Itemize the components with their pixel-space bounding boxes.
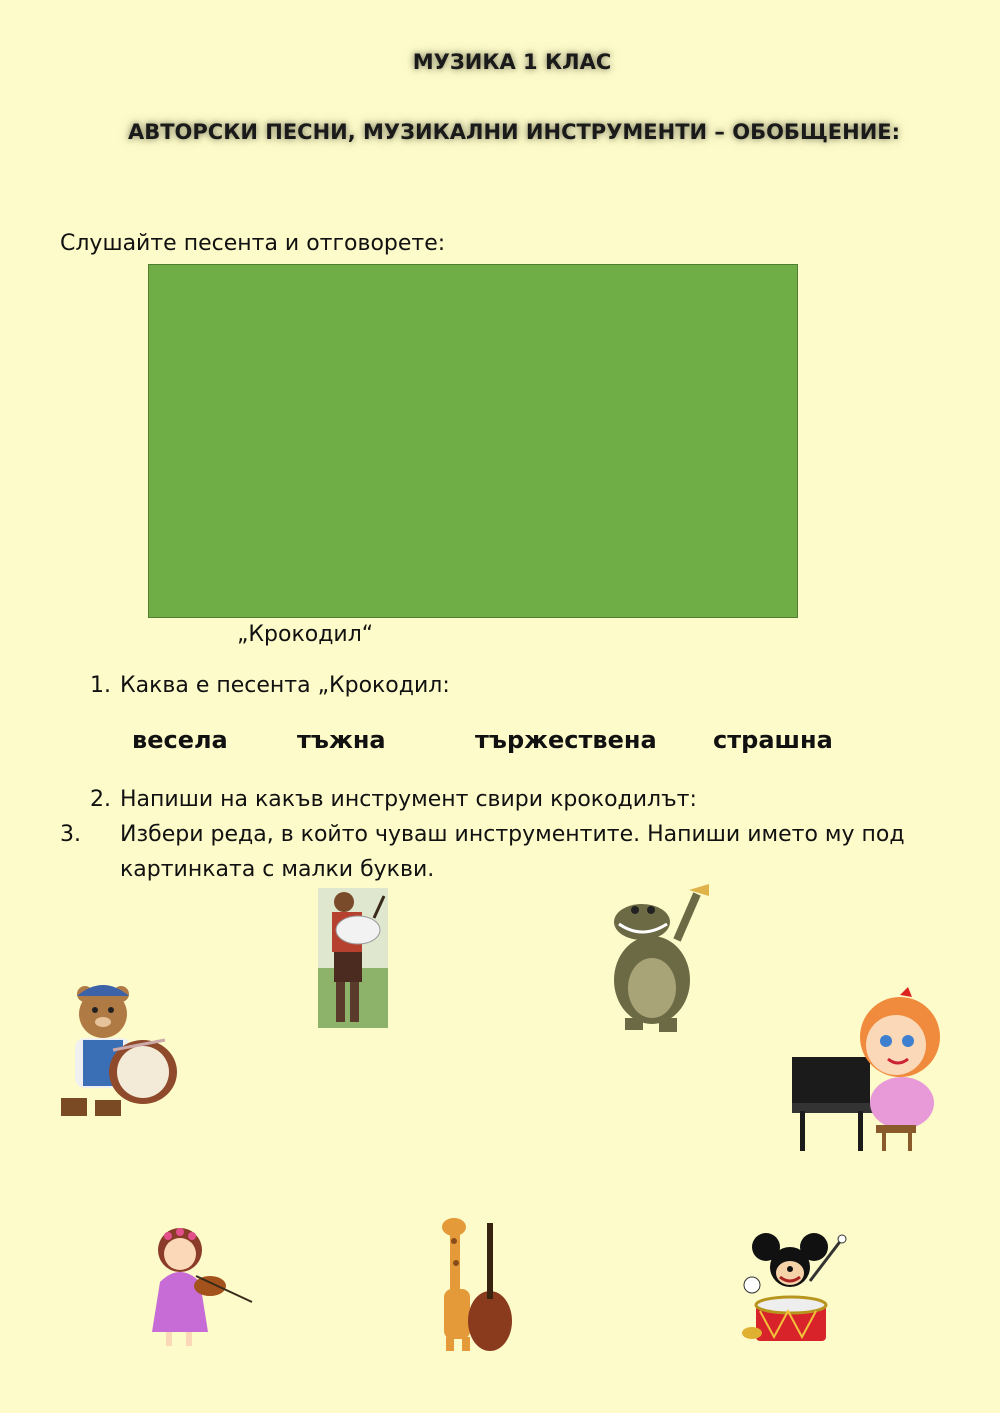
option-strashna[interactable]: страшна: [713, 726, 833, 754]
question-text: Напиши на какъв инструмент свири крокодилът:: [120, 787, 697, 812]
question-number: 3.: [60, 822, 81, 847]
option-tazhna[interactable]: тъжна: [297, 726, 386, 754]
bear-drum-icon[interactable]: [55, 980, 185, 1130]
question-3: [60, 817, 940, 887]
giraffe-double-bass-icon[interactable]: [432, 1215, 522, 1355]
crocodile-trumpet-icon[interactable]: [597, 880, 717, 1040]
girl-violin-icon[interactable]: [140, 1222, 260, 1352]
page-title: МУЗИКА 1 КЛАС: [412, 50, 612, 74]
question-1: [90, 668, 450, 703]
question-text: Избери реда, в който чуваш инструментите. Напиши името му под картинката с малки букви.: [120, 822, 905, 882]
question-number: 1.: [90, 673, 111, 698]
question-text: Каква е песента „Крокодил:: [120, 673, 450, 698]
option-tarzhestvena[interactable]: тържествена: [475, 726, 657, 754]
girl-piano-icon[interactable]: [792, 985, 952, 1155]
intro-text: Слушайте песента и отговорете:: [60, 231, 446, 256]
question-2: [90, 782, 697, 817]
video-caption: „Крокодил“: [237, 622, 374, 647]
bagpipe-player-icon[interactable]: [318, 888, 388, 1028]
question-number: 2.: [90, 787, 111, 812]
video-player[interactable]: [148, 264, 798, 618]
page-subtitle: АВТОРСКИ ПЕСНИ, МУЗИКАЛНИ ИНСТРУМЕНТИ – ОБОБЩЕНИЕ:: [127, 120, 901, 144]
option-vesela[interactable]: весела: [132, 726, 228, 754]
mouse-drum-icon[interactable]: [738, 1225, 848, 1355]
